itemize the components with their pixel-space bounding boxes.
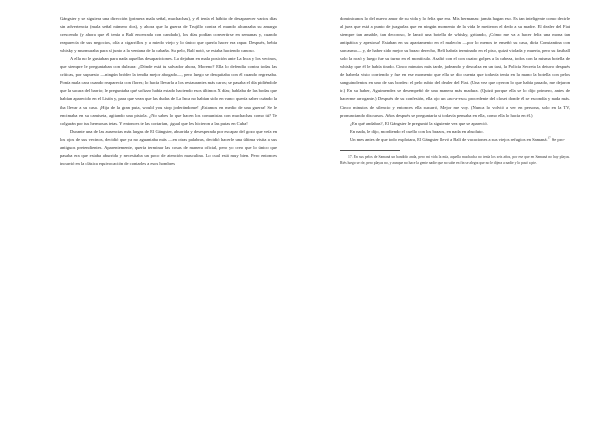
- paragraph: A ella no le gustaban para nada aquellas desapariciones. La dejaban en mala posición ante La Inca y los vecinos, que siempre le preguntaban con dulzura: ¿Dónde está tu salvador ahora, Moreno? Ella lo defendía contra todas las críticas, por supuesto —ningún bróder la tendía mejor abogado—, pero luego se desquitaba con él cuando regresaba. Ponía mala cara cuando reaparecía con flores; lo hacía llevarla a los restaurantes más caros; se pasaba el día pidiéndole que la sacara del barrio; le preguntaba qué sofizzo había estado haciendo esos últimos X días; hablaba de las bodas que habían aparecido en el Listín y, para que vean que las dudas de La Inca no habían sido en vano: quería saber cuándo la iba llevar a su casa. ¡Hija de la gran puta, would you stop joderándome! ¡Estamos en medio de una guerra! Se le encimaba en su camiseta, agitando una pistola. ¿No sabes lo que hacen los comunistas con muchachas como tú? Te colgarán por tus hermosas tetas. Y entonces te las cortarían, ¡igual que les hicieron a las putas en Cuba!: [60, 56, 277, 126]
- paragraph-with-footnote: [340, 136, 570, 144]
- paragraph-text: Un mes antes de que todo explotara, El Gángster llevó a Balí de vacaciones a sus viejos refugios en Samaná.: [350, 136, 548, 142]
- paragraph: Gángster y se siguiera una dirección (primera mala señal, muchachas), y él tenía el hábito de desaparecer varios días sin advertencia (mala señal número dos), y ahora que la guerra de Trujillo contra el mundo alcanzaba su amargo crescendo (y ahora que él tenía a Balí encerrada con candado), los días podían convertirse en semanas y, cuando reaparecía de sus negocios, olía a cigarrillos y a miedo viejo y lo único que quería hacer era rapar. Después, bebía whisky y murmuraba para sí junto a la ventana de la cabaña. Su pelo, Balí notó, se estaba haciendo canoso.: [60, 16, 277, 54]
- paragraph: En nada, le dijo, mordiendo el cuello con los brazos, en nada en absoluto.: [350, 128, 484, 134]
- paragraph: Durante una de las ausencias más largas de El Gángster, aburrida y desesperada por escapar del gozo que veía en los ojos de sus vecinos, decidió que ya no aguantaba más —en otras palabras, decidió hacerle una última visita a sus antiguos pretendientes. Aparentemente, quería terminar las cosas de manera oficial, pero yo creo que lo único que pasaba era que estaba aburrida y necesitaba un poco de atención masculina. Lo cual está muy bien. Pero entonces incurrió en la clásica equivocación de contarles a esos hombres: [60, 128, 277, 166]
- footnote-divider: [340, 150, 400, 151]
- left-page-text: [60, 15, 277, 168]
- right-page-text: [340, 15, 570, 144]
- paragraph-continuation: Se pro-: [551, 136, 566, 142]
- footnote: [340, 154, 570, 167]
- footnote-text: 17. En sus pelos de Samaná un bandido anda, pero mi vida la mía, aquella muchacha no tenía los seis años, por ese que en Samaná no hay playas. Riés luego se ríe, pero playas no, y aunque no hace la gente nadie que no sabe en fin se alegra que no le dijera a nadie y lo pasó a pie.: [340, 154, 570, 166]
- footnote-marker: 17: [547, 135, 551, 140]
- paragraph: dominicanos lo del nuevo amor de su vida y lo feliz que era. Mis hermanas: jamás hagan eso. Es tan inteligente como decirle al juez que está a punto de juzgarlas que en ningún momento de la vida le metieron el dedo a su madre. El dealer del Fiat siempre tan amable, tan decoroso, le lanzó una botella de whisky, gritando, ¡Cómo me va a hacer feliz una mona tan antipática y apestosa! Estaban en su apartamento en el malecón —por lo menos te enseñó su casa, diría Constantina con sarcasmo— y, de haber sido mejor su brazo derecho, Belí habría terminado en el piso, quizá violada y muerta, pero su fastball solo la rozó y luego fue su turno en el montículo. Asaltó con el con cuatro golpes a la cabeza, todos con la misma botella de whisky que él le había tirado. Cinco minutos más tarde, jadeando y descalza en un taxi, la Policía Secreta la detuvo después de haberla visto corriendo y fue en ese momento que ella se dio cuenta que todavía tenía en la mano la botella con pelos sanguinolentos en uno de sus bordes: el pelo rubio del dealer del Fiat. (Una vez que oyeron lo que había pasado, me dejaron ir.) En su haber, Aguimendez se desempeñó de una manera más madura. (Quizá porque ella se lo dijo primero, antes de hacerme arrogante.) Después de su confesión, ella ojo un «no-a-eso» procedente del closet donde él se escondía y nada más. Cinco minutos de silencio y entonces ella susurró, Mejor me voy. (Nunca lo volvió a ver en persona, solo en la TV, pronunciando discursos. Años después se preguntaría si todavía pensaba en ella, como ella lo hacía en él.): [340, 16, 570, 118]
- paragraph: ¿En qué andabas?, El Gángster le preguntó la siguiente vez que se apareció.: [350, 120, 488, 126]
- right-page: [300, 0, 600, 425]
